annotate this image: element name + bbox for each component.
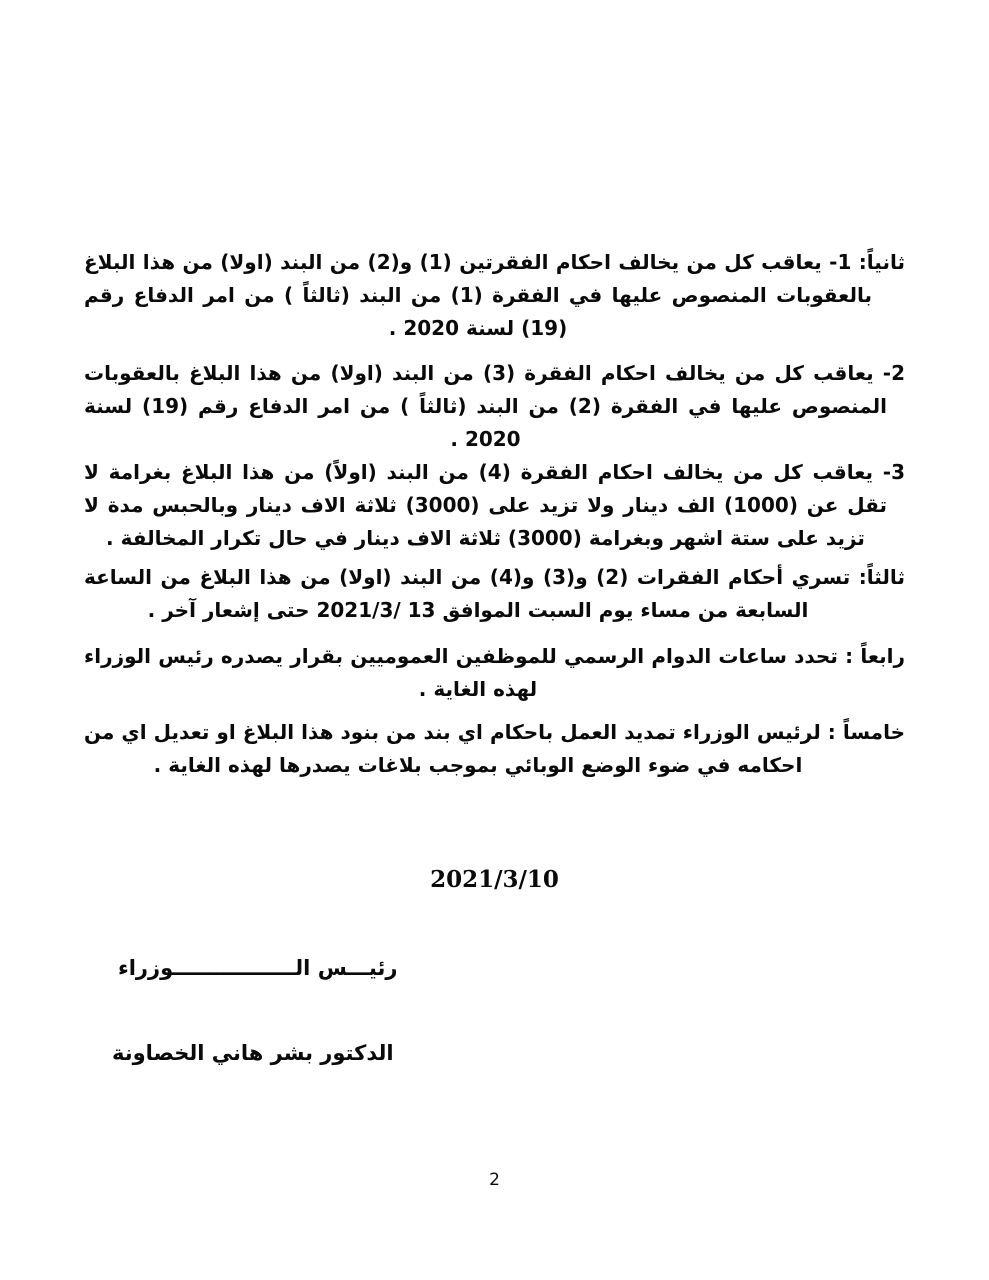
signature-title: رئيـــس الـــــــــــــــــوزراء	[118, 956, 398, 980]
signature-name: الدكتور بشر هاني الخصاونة	[112, 1041, 394, 1065]
document-body	[84, 246, 905, 782]
clause-second-item2: 2- يعاقب كل من يخالف احكام الفقرة (3) من البند (اولا) من هذا البلاغ بالعقوبات المنصوص عليها في الفقرة (2) من البند (ثالثاً ) من امر الدفاع رقم (19) لسنة 2020 .	[84, 361, 906, 451]
clause-second-item3: 3- يعاقب كل من يخالف احكام الفقرة (4) من البند (اولاً) من هذا البلاغ بغرامة لا تقل عن (1000) الف دينار ولا تزيد على (3000) ثلاثة الاف دينار وبالحبس مدة لا تزيد على ستة اشهر وبغرامة (3000) ثلاثة الاف دينار في حال تكرار المخالفة .	[84, 460, 905, 550]
page-number: 2	[489, 1170, 500, 1190]
issue-date: 2021/3/10	[430, 866, 559, 893]
clause-third: ثالثاً: تسري أحكام الفقرات (2) و(3) و(4) من البند (اولا) من هذا البلاغ من الساعة السابعة من مساء يوم السبت الموافق 13 /2021/3 حتى إشعار آخر .	[84, 565, 905, 622]
clause-fourth: رابعاً : تحدد ساعات الدوام الرسمي للموظفين العموميين بقرار يصدره رئيس الوزراء لهذه الغاية .	[84, 644, 905, 701]
clause-fifth: خامساً : لرئيس الوزراء تمديد العمل باحكام اي بند من بنود هذا البلاغ او تعديل اي من احكامه في ضوء الوضع الوبائي بموجب بلاغات يصدرها لهذه الغاية .	[84, 720, 905, 777]
clause-second-item1: ثانياً: 1- يعاقب كل من يخالف احكام الفقرتين (1) و(2) من البند (اولا) من هذا البلاغ بالعقوبات المنصوص عليها في الفقرة (1) من البند (ثالثاً ) من امر الدفاع رقم (19) لسنة 2020 .	[84, 250, 905, 340]
